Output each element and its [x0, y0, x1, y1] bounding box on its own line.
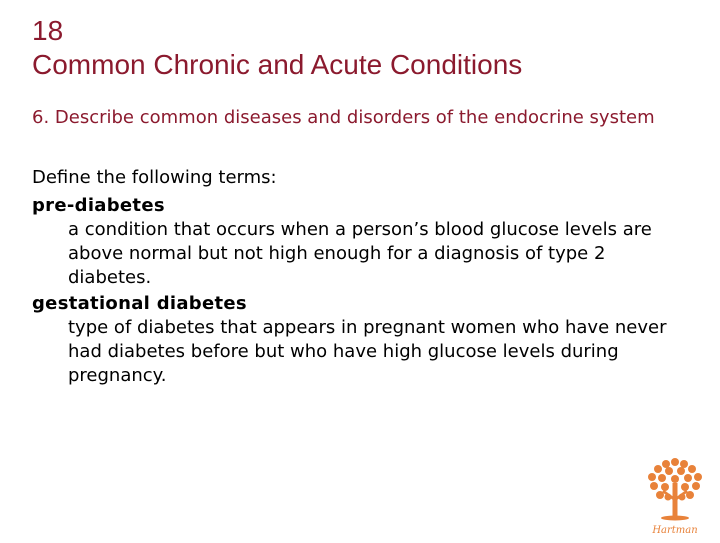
heart-tree-icon	[638, 456, 712, 538]
intro-text: Define the following terms:	[32, 167, 277, 188]
chapter-title: Common Chronic and Acute Conditions	[32, 49, 523, 80]
logo-wordmark: Hartman	[652, 525, 698, 536]
content-body	[32, 166, 692, 390]
chapter-number: 18	[32, 15, 64, 46]
definition-pre-diabetes: a condition that occurs when a person’s blood glucose levels are above normal but not high enough for a diagnosis of type 2 diabetes.	[68, 219, 652, 288]
term-pre-diabetes: pre-diabetes	[32, 195, 165, 216]
term-gestational-diabetes: gestational diabetes	[32, 293, 247, 314]
hartman-logo	[638, 456, 712, 538]
slide-header	[32, 14, 522, 82]
definition-gestational-diabetes: type of diabetes that appears in pregnant women who have never had diabetes before but who have high glucose levels during pregnancy.	[68, 317, 667, 386]
learning-objective: 6. Describe common diseases and disorders of the endocrine system	[32, 107, 655, 128]
